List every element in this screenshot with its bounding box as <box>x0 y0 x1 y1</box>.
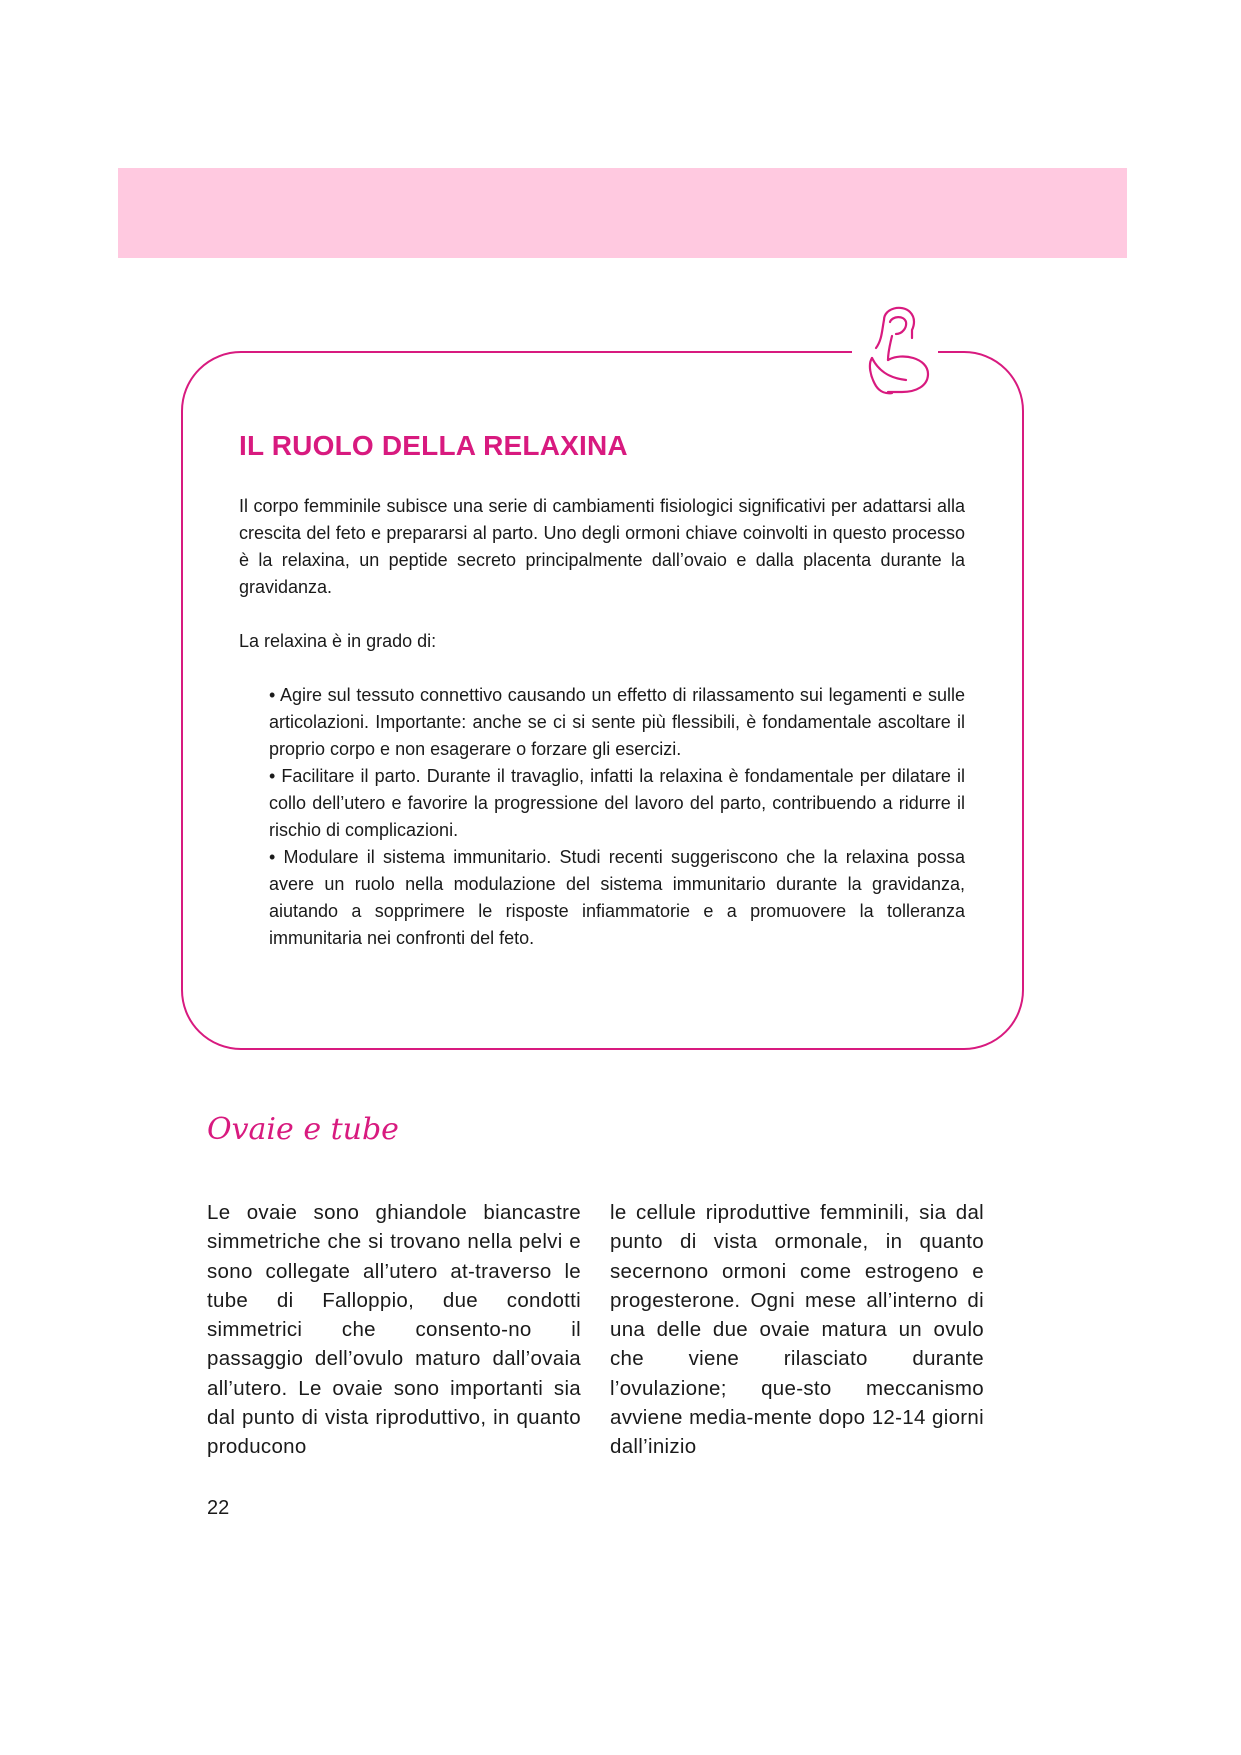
bullet-list <box>269 682 965 952</box>
bullet-item: • Facilitare il parto. Durante il travaglio, infatti la relaxina è fondamentale per dilatare il collo dell’utero e favorire la progressione del lavoro del parto, contribuendo a ridurre il rischio di complicazioni. <box>269 766 965 840</box>
bullet-item: • Modulare il sistema immunitario. Studi recenti suggeriscono che la relaxina possa avere un ruolo nella modulazione del sistema immunitario durante la gravidanza, aiutando a sopprimere le risposte infiammatorie e a promuovere la tolleranza immunitaria nei confronti del feto. <box>269 847 965 948</box>
pregnant-woman-icon <box>862 300 938 406</box>
bullet-item: • Agire sul tessuto connettivo causando un effetto di rilassamento sui legamenti e sulle articolazioni. Importante: anche se ci si sente più flessibili, è fondamentale ascoltare il proprio corpo e non esagerare o forzare gli esercizi. <box>269 685 965 759</box>
header-band <box>118 168 1127 258</box>
text-column-right: le cellule riproduttive femminili, sia dal punto di vista ormonale, in quanto secernono ormoni come estrogeno e progesterone. Ogni mese all’interno di una delle due ovaie matura un ovulo che viene rilasciato durante l’ovulazione; que-sto meccanismo avviene media-mente dopo 12-14 giorni dall’inizio <box>610 1201 984 1459</box>
section-title: Ovaie e tube <box>207 1112 399 1147</box>
text-column-left: Le ovaie sono ghiandole biancastre simmetriche che si trovano nella pelvi e sono collegate all’utero at-traverso le tube di Falloppio, due condotti simmetrici che consento-no il passaggio dell’ovulo maturo dall’ovaia all’utero. Le ovaie sono importanti sia dal punto di vista riproduttivo, in quanto producono <box>207 1201 581 1459</box>
box-title: IL RUOLO DELLA RELAXINA <box>239 430 628 461</box>
page-number: 22 <box>207 1497 230 1519</box>
box-paragraph-intro: Il corpo femminile subisce una serie di cambiamenti fisiologici significativi per adattarsi alla crescita del feto e prepararsi al parto. Uno degli ormoni chiave coinvolti in questo processo è la relaxina, un peptide secreto principalmente dall’ovaio e dalla placenta durante la gravidanza. <box>239 496 965 597</box>
box-paragraph-list-intro: La relaxina è in grado di: <box>239 631 437 651</box>
